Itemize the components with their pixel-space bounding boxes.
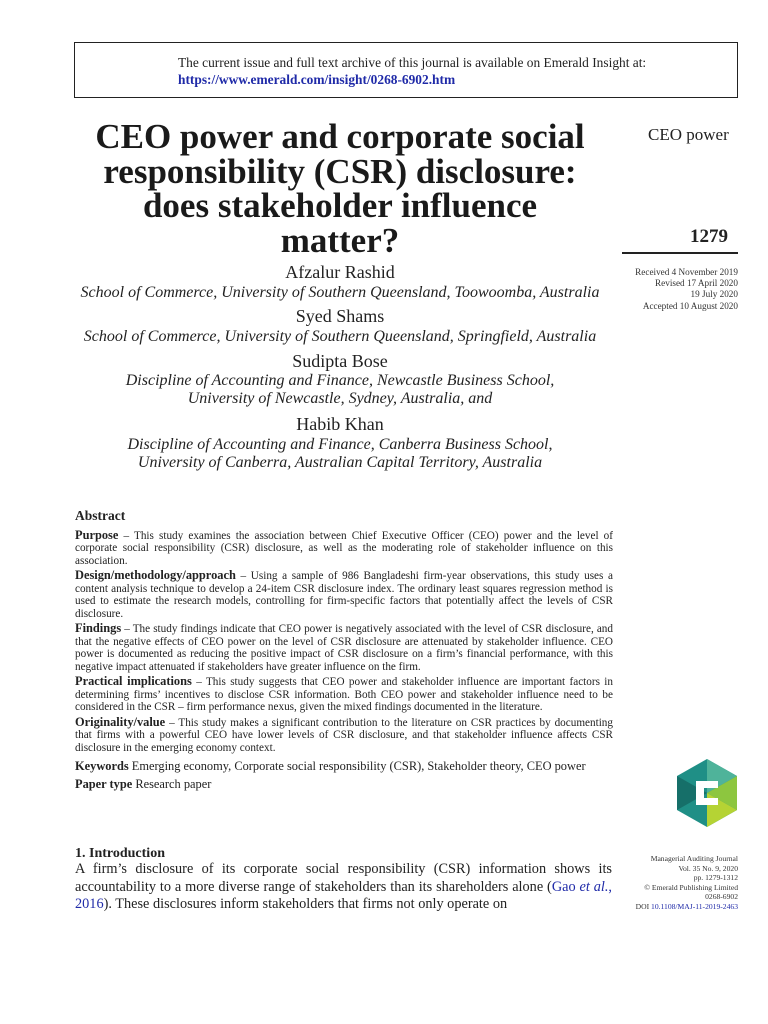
doi-label: DOI — [635, 901, 652, 911]
abstract-practical — [75, 675, 613, 714]
abstract-heading: Abstract — [75, 508, 126, 523]
author-affiliation: School of Commerce, University of Southern Queensland, Springfield, Australia — [83, 328, 597, 345]
cite-year: , 2016 — [75, 878, 612, 912]
findings-text: – The study findings indicate that CEO power is negatively associated with the level of CSR disclosure, and that the negative effects of CEO power on the level of CSR disclosure are attenuated by stakeholder influence. CEO power is documented as reducing the positive impact of CSR disclosure on a firm’s financial performance, with this negative impact attenuated if stakeholders have greater influence on the firm. — [75, 623, 613, 673]
emerald-publishing-logo-icon — [676, 758, 738, 828]
doi-link[interactable]: 10.1108/MAJ-11-2019-2463 — [651, 901, 738, 911]
author-name: Afzalur Rashid — [285, 262, 395, 282]
paper-type-text: Research paper — [132, 776, 212, 791]
purpose-text: – This study examines the association between Chief Executive Officer (CEO) power and the level of corporate social responsibility (CSR) disclosure, as well as the moderating role of stakeholder influence on this association. — [75, 529, 613, 567]
abstract-section — [75, 510, 613, 792]
cite-author: Gao — [551, 878, 580, 895]
journal-citation-info — [596, 854, 738, 912]
author-affiliation: School of Commerce, University of Southern Queensland, Toowoomba, Australia — [80, 284, 600, 301]
banner-text: The current issue and full text archive of this journal is available on Emerald Insight at: — [178, 55, 647, 70]
abstract-originality — [75, 716, 613, 755]
journal-publisher: © Emerald Publishing Limited — [644, 882, 738, 892]
intro-text: ). These disclosures inform stakeholders that firms not only operate on — [103, 896, 508, 912]
running-title: CEO power — [648, 125, 729, 144]
practical-text: – This study suggests that CEO power and stakeholder influence are important factors in determining firms’ incentives to disclose CSR information. Both CEO power and stakeholder influence need to be considered in the CSR – firm performance nexus, given the mixed findings documented in the literature. — [75, 676, 614, 713]
side-divider — [622, 252, 738, 254]
design-label: Design/methodology/approach — [75, 568, 236, 582]
revised-date-2: 19 July 2020 — [690, 289, 738, 300]
originality-text: – This study makes a significant contribution to the literature on CSR practices by documenting that firms with a powerful CEO have lower levels of CSR disclosure, and that stakeholder influence affects CSR disclosure in the emerging economy context. — [75, 716, 613, 754]
accepted-date: Accepted 10 August 2020 — [642, 300, 738, 311]
keywords-label: Keywords — [75, 759, 129, 773]
article-title: CEO power and corporate social responsibility (CSR) disclosure: does stakeholder influence matter? — [95, 117, 585, 260]
practical-label: Practical implications — [75, 674, 192, 688]
keywords-text: Emerging economy, Corporate social responsibility (CSR), Stakeholder theory, CEO power — [128, 759, 586, 773]
keywords — [75, 760, 613, 773]
journal-name: Managerial Auditing Journal — [650, 854, 738, 863]
author-name: Sudipta Bose — [292, 351, 388, 371]
article-history — [600, 267, 738, 312]
journal-doi — [596, 902, 738, 912]
journal-access-banner — [74, 42, 738, 98]
journal-pages: pp. 1279-1312 — [693, 873, 738, 883]
section-heading: 1. Introduction — [75, 846, 165, 861]
journal-issn: 0268-6902 — [705, 892, 738, 902]
findings-label: Findings — [75, 621, 122, 635]
author-affiliation: Discipline of Accounting and Finance, Canberra Business School, — [127, 436, 553, 453]
abstract-design — [75, 569, 613, 620]
intro-text: A firm’s disclosure of its corporate social responsibility (CSR) information shows its accountability to a more diverse range of stakeholders than its shareholders alone ( — [75, 861, 612, 895]
revised-date-1: Revised 17 April 2020 — [655, 278, 738, 289]
purpose-label: Purpose — [75, 527, 119, 542]
author-affiliation: University of Newcastle, Sydney, Australia, and — [187, 390, 493, 407]
intro-paragraph — [75, 861, 612, 914]
author-affiliation: Discipline of Accounting and Finance, Newcastle Business School, — [125, 372, 555, 389]
page-number: 1279 — [690, 226, 728, 247]
paper-type-label: Paper type — [75, 776, 133, 791]
banner-url-link[interactable]: https://www.emerald.com/insight/0268-6902.htm — [178, 72, 456, 87]
author-affiliation: University of Canberra, Australian Capital Territory, Australia — [137, 454, 543, 471]
paper-type — [75, 778, 613, 791]
design-text: – Using a sample of 986 Bangladeshi firm-year observations, this study uses a content analysis technique to develop a 24-item CSR disclosure index. The ordinary least squares regression method is used to estimate the research models, controlling for firm-specific factors that potentially affect the levels of CSR disclosure. — [75, 570, 613, 620]
author-name: Syed Shams — [295, 306, 385, 326]
received-date: Received 4 November 2019 — [635, 267, 738, 277]
author-name: Habib Khan — [296, 414, 384, 434]
journal-volume: Vol. 35 No. 9, 2020 — [678, 863, 738, 873]
cite-etal: et al. — [579, 878, 609, 895]
abstract-purpose — [75, 529, 613, 568]
originality-label: Originality/value — [75, 714, 166, 729]
abstract-findings — [75, 622, 613, 673]
